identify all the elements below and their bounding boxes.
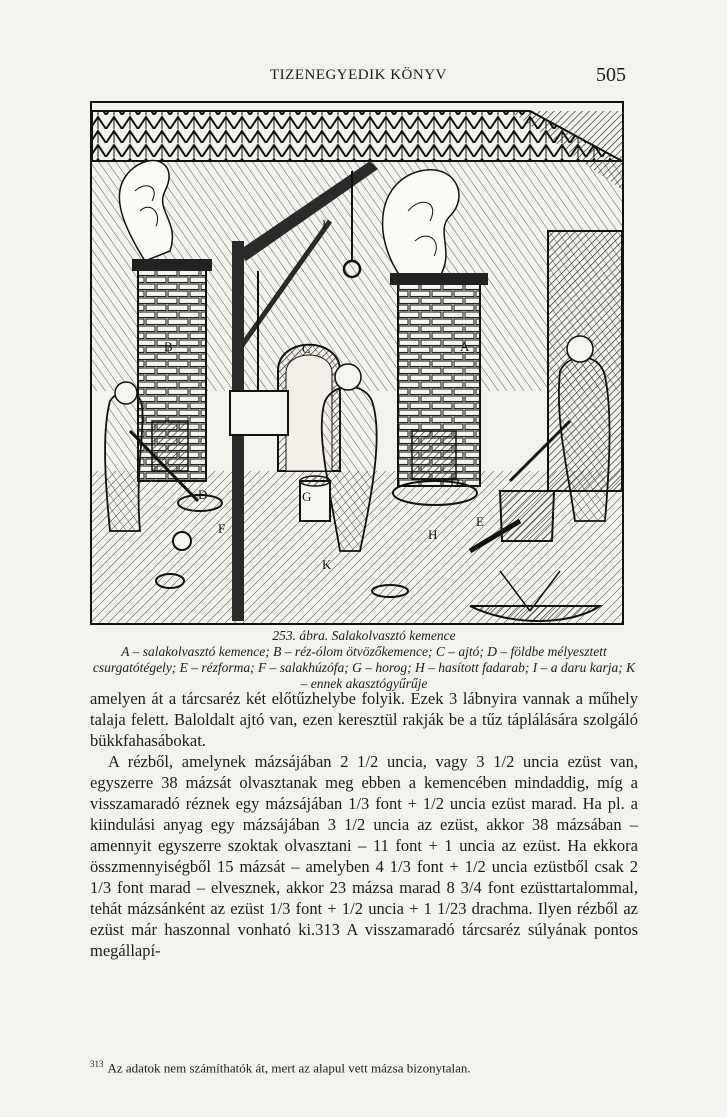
- label-a: A: [460, 339, 470, 354]
- caption-legend: A – salakolvasztó kemence; B – réz-ólom ötvözőkemence; C – ajtó; D – földbe mélyesztett csurgatótégely; E – rézforma; F – salakhúzófa; G – horog; H – hasított fadarab; I – a daru karja; K – ennek akasztógyűrűje: [92, 644, 636, 691]
- label-b: B: [164, 339, 173, 354]
- label-e: E: [476, 514, 484, 529]
- label-f: F: [218, 521, 226, 536]
- furnace-a-opening: [412, 431, 456, 479]
- figure-caption: [90, 628, 638, 692]
- label-c: C: [302, 341, 311, 356]
- crane-box: [230, 391, 288, 435]
- tub-e: [500, 491, 554, 541]
- footnote-number: 313: [90, 1059, 104, 1069]
- worker-left: [105, 391, 143, 531]
- footnote-text: Az adatok nem számíthatók át, mert az alapul vett mázsa bizonytalan.: [107, 1060, 471, 1076]
- page-number: 505: [596, 64, 626, 86]
- furnace-b-top: [132, 259, 212, 271]
- running-head: [0, 64, 727, 88]
- footnote: [90, 1056, 638, 1076]
- label-i: I: [322, 217, 327, 232]
- paragraph-1: amelyen át a tárcsaréz két előtűzhelybe folyik. Ezek 3 lábnyira vannak a műhely talaja felett. Baloldalt ajtó van, ezen keresztül rakják be a tűz táplálására szolgáló bükkfahasábokat.: [90, 689, 638, 750]
- label-d-left: D: [198, 487, 208, 502]
- label-g: G: [302, 489, 312, 504]
- label-h: H: [428, 527, 438, 542]
- woodcut-drawing: [90, 101, 624, 625]
- label-k: K: [322, 557, 332, 572]
- label-d-right: D: [450, 474, 460, 489]
- body-text: [90, 688, 638, 961]
- furnace-a-top: [390, 273, 488, 285]
- furnace-b-opening: [152, 421, 188, 471]
- paragraph-2: A rézből, amelynek mázsájában 2 1/2 uncia, vagy 3 1/2 uncia ezüst van, egyszerre 38 mázsát olvasztanak meg ebben a kemencében mindaddig, míg a visszamaradó réznek egy mázsájában 1/3 font + 1/2 uncia ezüst marad. Ha pl. a kiindulási anyag egy mázsájában 3 1/2 uncia az ezüst, akkor 38 mázsában – amennyit egyszerre szoktak olvasztani – 11 font + 1 uncia az ezüst. Ha ekkora összmennyiségből 15 mázsát – amelyben 4 1/3 font + 1/2 uncia ezüstből csak 2 1/3 font marad – elvesznek, akkor 23 mázsa marad 8 3/4 font ezüsttartalommal, tehát mázsánként az ezüst 1/3 font + 1/2 uncia + 1 1/23 drachma. Ilyen rézből az ezüst már haszonnal vonható ki.313 A visszamaradó tárcsaréz súlyának pontos megállapí-: [90, 752, 638, 960]
- woodcut-illustration: [90, 101, 624, 625]
- caption-title: 253. ábra. Salakolvasztó kemence: [272, 628, 456, 643]
- book-title: TIZENEGYEDIK KÖNYV: [270, 67, 447, 83]
